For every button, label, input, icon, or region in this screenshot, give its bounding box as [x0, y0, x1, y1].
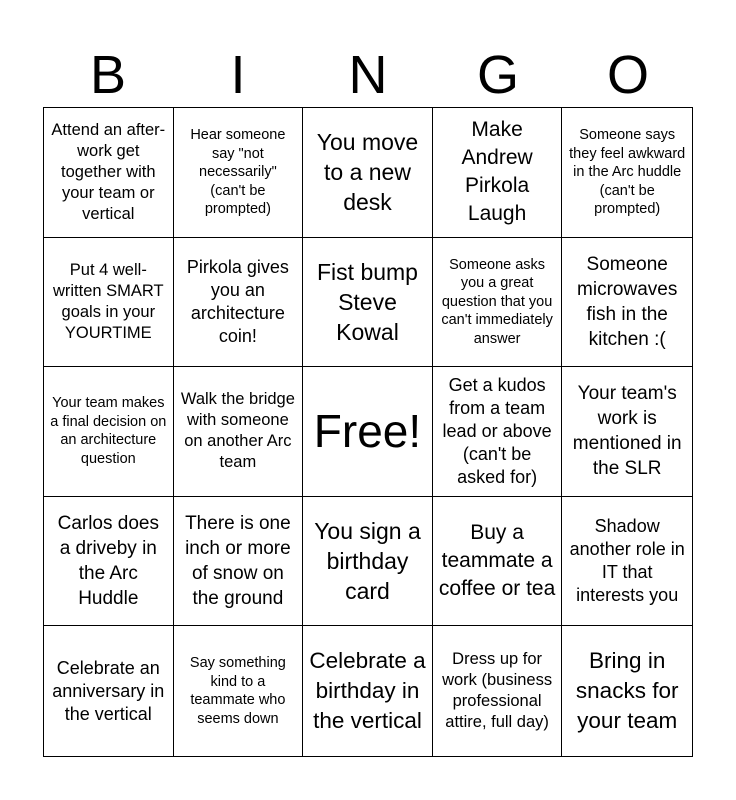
cell-text: Someone microwaves fish in the kitchen :( — [577, 253, 678, 350]
bingo-cell-r2c5[interactable] — [562, 238, 692, 368]
bingo-cell-r1c4[interactable] — [433, 108, 563, 238]
cell-text: Your team makes a final decision on an architecture question — [50, 395, 167, 467]
cell-text: You move to a new desk — [316, 129, 419, 216]
header-letter-n: N — [348, 45, 388, 105]
cell-text: Put 4 well-written SMART goals in your YOURTIME — [52, 260, 164, 342]
bingo-cell-r1c3[interactable] — [303, 108, 433, 238]
cell-text: Shadow another role in IT that interests you — [569, 516, 685, 606]
cell-text: Someone asks you a great question that you can't immediately answer — [441, 256, 553, 347]
bingo-cell-r3c5[interactable] — [562, 367, 692, 497]
bingo-cell-r2c3[interactable] — [303, 238, 433, 368]
bingo-cell-r5c5[interactable] — [562, 626, 692, 756]
bingo-cell-r4c4[interactable] — [433, 497, 563, 627]
cell-text: Make Andrew Pirkola Laugh — [461, 118, 533, 226]
header-letter-g: G — [476, 45, 519, 105]
bingo-cell-r2c4[interactable] — [433, 238, 563, 368]
cell-text: Hear someone say "not necessarily" (can't be prompted) — [190, 127, 286, 218]
bingo-cell-r3c4[interactable] — [433, 367, 563, 497]
cell-text: There is one inch or more of snow on the ground — [185, 513, 291, 610]
cell-text: Buy a teammate a coffee or tea — [438, 521, 556, 601]
cell-text: Your team's work is mentioned in the SLR — [572, 383, 682, 480]
bingo-cell-r2c1[interactable] — [44, 238, 174, 368]
bingo-cell-r4c3[interactable] — [303, 497, 433, 627]
cell-text: Say something kind to a teammate who seems down — [189, 655, 286, 727]
bingo-cell-r4c1[interactable] — [44, 497, 174, 627]
bingo-cell-r1c5[interactable] — [562, 108, 692, 238]
header-letter-i: I — [230, 45, 246, 105]
bingo-cell-r3c1[interactable] — [44, 367, 174, 497]
bingo-cell-r5c3[interactable] — [303, 626, 433, 756]
cell-text: Someone says they feel awkward in the Arc huddle (can't be prompted) — [569, 127, 686, 218]
header-letter-o: O — [606, 45, 649, 105]
bingo-cell-r5c1[interactable] — [44, 626, 174, 756]
cell-text: Celebrate a birthday in the vertical — [309, 648, 426, 734]
cell-text: Bring in snacks for your team — [575, 648, 679, 734]
cell-text: You sign a birthday card — [314, 518, 421, 605]
free-space-text: Free! — [313, 405, 422, 458]
bingo-cell-r1c1[interactable] — [44, 108, 174, 238]
bingo-cell-r3c2[interactable] — [174, 367, 304, 497]
bingo-card-grid — [43, 107, 693, 757]
cell-text: Fist bump Steve Kowal — [317, 258, 418, 345]
bingo-cell-r2c2[interactable] — [174, 238, 304, 368]
cell-text: Walk the bridge with someone on another Arc team — [180, 390, 295, 472]
cell-text: Dress up for work (business professional attire, full day) — [442, 650, 553, 732]
cell-text: Attend an after-work get together with your team or vertical — [51, 120, 166, 223]
header-letter-b: B — [89, 45, 127, 105]
bingo-cell-r5c4[interactable] — [433, 626, 563, 756]
bingo-cell-r1c2[interactable] — [174, 108, 304, 238]
bingo-header — [43, 44, 693, 106]
cell-text: Pirkola gives you an architecture coin! — [186, 256, 289, 346]
bingo-cell-r4c5[interactable] — [562, 497, 692, 627]
bingo-cell-r5c2[interactable] — [174, 626, 304, 756]
cell-text: Celebrate an anniversary in the vertical — [52, 657, 165, 724]
bingo-cell-r4c2[interactable] — [174, 497, 304, 627]
bingo-cell-free-space[interactable] — [303, 367, 433, 497]
cell-text: Carlos does a driveby in the Arc Huddle — [57, 513, 159, 610]
cell-text: Get a kudos from a team lead or above (can't be asked for) — [442, 374, 552, 487]
